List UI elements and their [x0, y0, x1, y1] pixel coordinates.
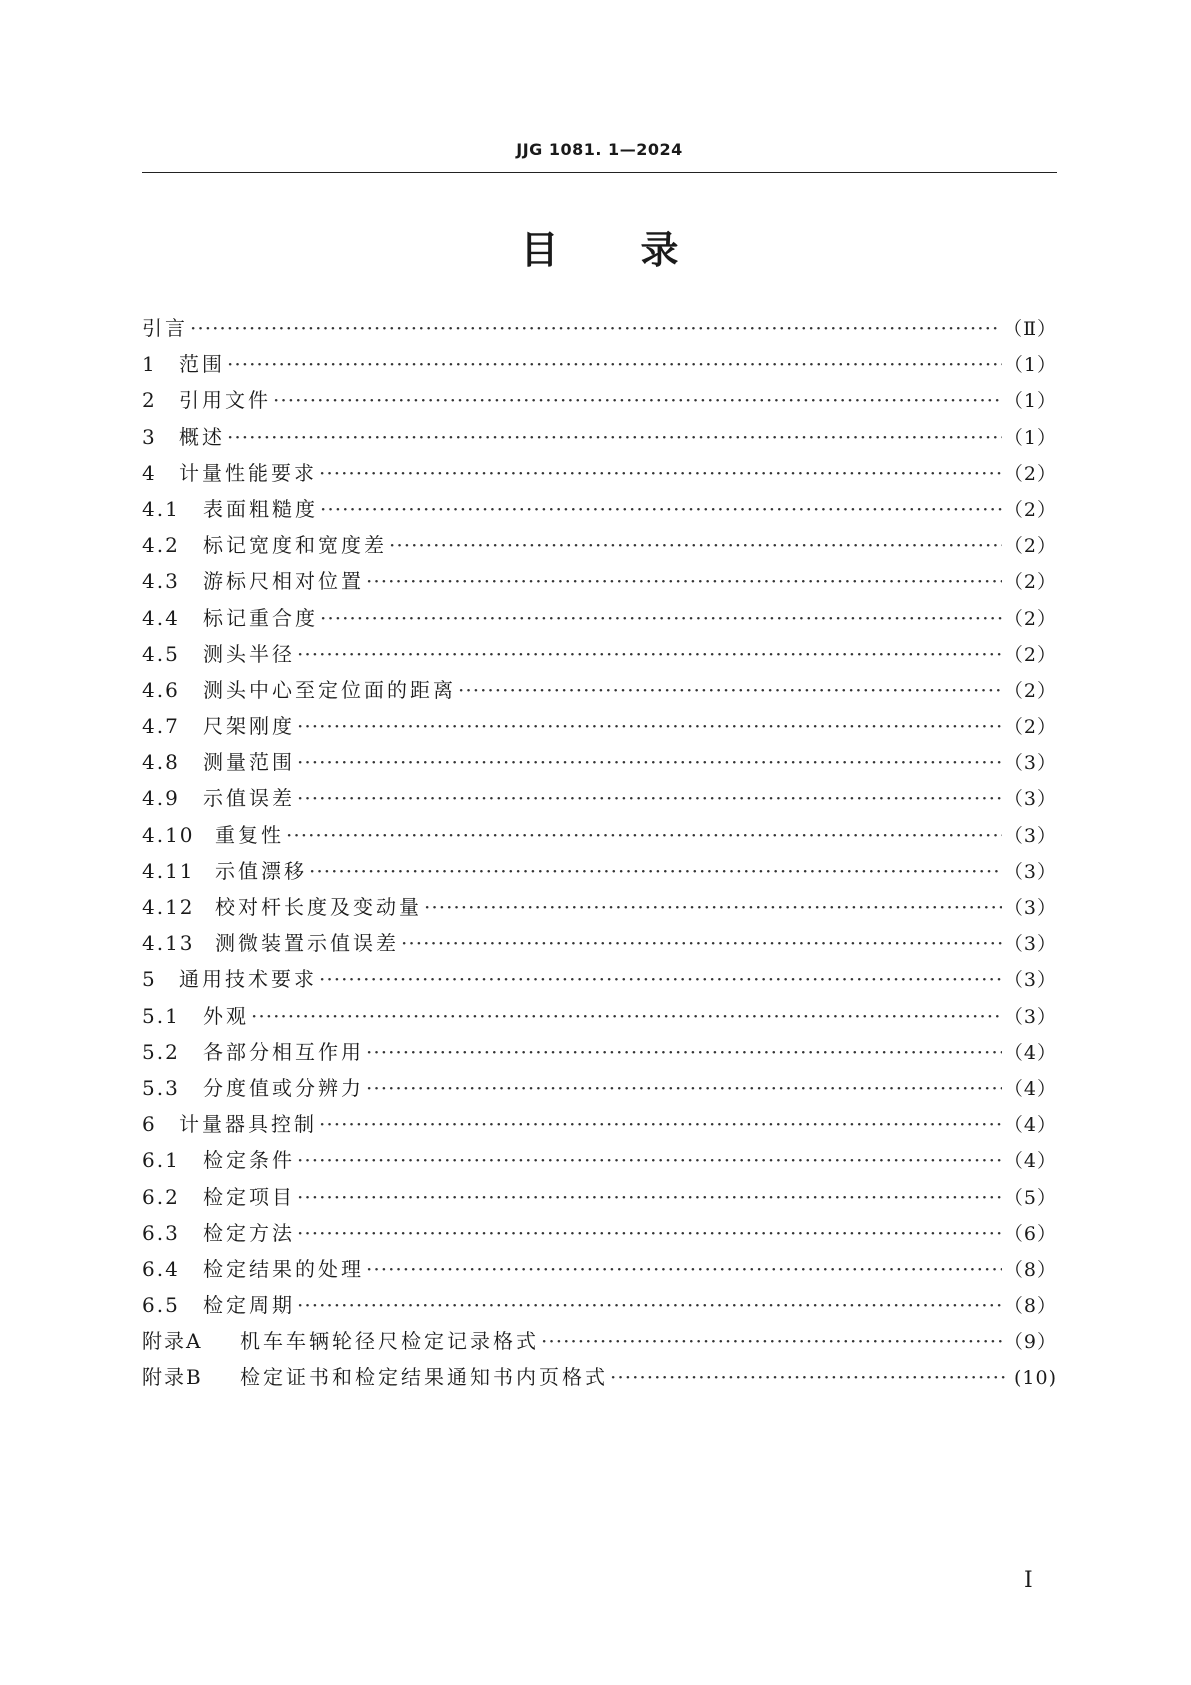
- header-rule: [142, 172, 1057, 173]
- toc-entry-6[interactable]: [142, 1108, 1057, 1144]
- page-title: [142, 226, 1057, 274]
- toc-dot-leader: [297, 714, 1002, 738]
- toc-entry-title: 引言: [142, 316, 188, 340]
- toc-entry-page: （2）: [1003, 607, 1057, 630]
- toc-entry-number: 6.2: [142, 1184, 180, 1209]
- toc-entry-6-3[interactable]: [142, 1217, 1057, 1253]
- toc-entry-page: （6）: [1003, 1222, 1057, 1245]
- toc-entry-title: 检定证书和检定结果通知书内页格式: [240, 1365, 608, 1390]
- toc-dot-leader: [309, 859, 1002, 883]
- page-title-char-2: 录: [640, 228, 679, 272]
- toc-entry-title: 测量范围: [203, 750, 295, 775]
- toc-entry-5-1[interactable]: [142, 1000, 1057, 1036]
- toc-entry-title: 表面粗糙度: [203, 496, 318, 521]
- toc-entry-number: 6: [142, 1112, 157, 1137]
- toc-entry-4-9[interactable]: [142, 782, 1057, 818]
- toc-entry-page: （8）: [1003, 1258, 1057, 1281]
- toc-entry-number: 附录B: [142, 1365, 203, 1390]
- toc-entry-6-5[interactable]: [142, 1289, 1057, 1325]
- toc-entry-title: 计量器具控制: [179, 1112, 317, 1137]
- toc-entry-5-3[interactable]: [142, 1072, 1057, 1108]
- table-of-contents: [142, 312, 1057, 1398]
- toc-entry-page: (10): [1013, 1367, 1057, 1390]
- toc-entry-title: 校对杆长度及变动量: [215, 895, 422, 919]
- toc-dot-leader: [541, 1329, 1002, 1353]
- toc-entry-3[interactable]: [142, 421, 1057, 457]
- toc-entry-number: 3: [142, 424, 157, 449]
- toc-dot-leader: [366, 1040, 1002, 1064]
- toc-dot-leader: [286, 823, 1002, 847]
- toc-entry-number: 6.3: [142, 1220, 180, 1245]
- toc-entry-page: （3）: [1003, 1005, 1057, 1028]
- standard-code: JJG 1081. 1—2024: [516, 140, 683, 159]
- toc-entry-4[interactable]: [142, 457, 1057, 493]
- toc-entry-page: （1）: [1003, 390, 1057, 413]
- toc-entry-number: 6.4: [142, 1256, 180, 1281]
- toc-entry-page: （4）: [1003, 1150, 1057, 1173]
- toc-entry-page: （8）: [1003, 1295, 1057, 1318]
- toc-entry-title: 标记宽度和宽度差: [203, 533, 387, 558]
- page-title-char-1: 目: [520, 228, 559, 272]
- toc-entry-page: （2）: [1003, 716, 1057, 739]
- toc-entry-title: 引用文件: [179, 388, 271, 413]
- toc-entry-4-5[interactable]: [142, 638, 1057, 674]
- toc-entry-title: 检定方法: [203, 1220, 295, 1245]
- toc-entry-title: 各部分相互作用: [203, 1039, 364, 1064]
- toc-dot-leader: [424, 895, 1002, 919]
- toc-entry-number: 4: [142, 460, 157, 485]
- toc-dot-leader: [273, 388, 1002, 412]
- toc-entry-title: 通用技术要求: [179, 967, 317, 992]
- toc-entry-4-3[interactable]: [142, 565, 1057, 601]
- toc-entry-title: 标记重合度: [203, 605, 318, 630]
- toc-entry-number: 4.9: [142, 786, 180, 811]
- toc-entry-number: 4.10: [142, 822, 195, 847]
- toc-entry-number: 4.1: [142, 496, 180, 521]
- toc-entry-page: （4）: [1003, 1077, 1057, 1100]
- toc-entry-page: （9）: [1003, 1331, 1057, 1354]
- toc-entry-title: 测头半径: [203, 641, 295, 666]
- toc-entry-page: （3）: [1003, 897, 1057, 919]
- toc-entry-title: 检定条件: [203, 1148, 295, 1173]
- toc-entry-number: 4.13: [142, 931, 195, 956]
- toc-entry-page: （3）: [1003, 969, 1057, 992]
- toc-entry-number: 5.2: [142, 1039, 180, 1064]
- toc-entry-title: 示值误差: [203, 786, 295, 811]
- toc-entry-5-2[interactable]: [142, 1036, 1057, 1072]
- toc-dot-leader: [297, 786, 1002, 810]
- toc-dot-leader: [297, 1293, 1002, 1317]
- toc-entry-page: （2）: [1003, 462, 1057, 485]
- toc-entry-page: （3）: [1003, 860, 1057, 883]
- toc-entry-title: 重复性: [215, 822, 284, 847]
- toc-entry-appendix-a[interactable]: [142, 1325, 1057, 1361]
- toc-entry-number: 4.2: [142, 533, 180, 558]
- toc-entry-number: 4.11: [142, 858, 195, 883]
- toc-entry-page: （4）: [1003, 1041, 1057, 1064]
- toc-entry-title: 测头中心至定位面的距离: [203, 677, 456, 702]
- toc-dot-leader: [319, 967, 1002, 991]
- toc-entry-number: 4.7: [142, 714, 180, 739]
- toc-dot-leader: [401, 931, 1002, 955]
- toc-entry-number: 4.5: [142, 641, 180, 666]
- toc-dot-leader: [366, 1076, 1002, 1100]
- toc-entry-page: （3）: [1003, 752, 1057, 775]
- toc-entry-2[interactable]: [142, 384, 1057, 420]
- toc-entry-4-1[interactable]: [142, 493, 1057, 529]
- toc-entry-page: （3）: [1003, 824, 1057, 847]
- toc-entry-number: 4.4: [142, 605, 180, 630]
- toc-entry-number: 附录A: [142, 1329, 203, 1354]
- toc-entry-4-4[interactable]: [142, 602, 1057, 638]
- toc-entry-title: 检定结果的处理: [203, 1256, 364, 1281]
- toc-dot-leader: [389, 533, 1002, 557]
- toc-dot-leader: [297, 750, 1002, 774]
- toc-entry-4-8[interactable]: [142, 746, 1057, 782]
- toc-dot-leader: [297, 1185, 1002, 1209]
- toc-entry-title: 概述: [179, 424, 225, 449]
- toc-dot-leader: [458, 678, 1002, 702]
- toc-dot-leader: [227, 425, 1002, 449]
- toc-entry-6-2[interactable]: [142, 1181, 1057, 1217]
- toc-entry-title: 范围: [179, 352, 225, 377]
- toc-entry-title: 游标尺相对位置: [203, 569, 364, 594]
- toc-entry-number: 5.3: [142, 1075, 180, 1100]
- toc-entry-page: （5）: [1003, 1186, 1057, 1209]
- toc-entry-number: 6.5: [142, 1293, 180, 1318]
- toc-entry-4-2[interactable]: [142, 529, 1057, 565]
- toc-entry-4-11[interactable]: [142, 855, 1057, 891]
- toc-entry-number: 5.1: [142, 1003, 180, 1028]
- toc-entry-number: 4.3: [142, 569, 180, 594]
- toc-entry-4-7[interactable]: [142, 710, 1057, 746]
- toc-dot-leader: [366, 1257, 1002, 1281]
- toc-entry-number: 5: [142, 967, 157, 992]
- toc-entry-title: 尺架刚度: [203, 714, 295, 739]
- toc-entry-title: 示值漂移: [215, 858, 307, 883]
- toc-entry-4-13[interactable]: [142, 927, 1057, 963]
- toc-dot-leader: [319, 1112, 1002, 1136]
- toc-entry-page: （1）: [1003, 354, 1057, 377]
- toc-entry-page: （3）: [1003, 788, 1057, 811]
- toc-entry-4-6[interactable]: [142, 674, 1057, 710]
- toc-dot-leader: [320, 497, 1002, 521]
- toc-dot-leader: [297, 1221, 1002, 1245]
- toc-entry-title: 分度值或分辨力: [203, 1075, 364, 1100]
- toc-dot-leader: [320, 606, 1002, 630]
- toc-entry-number: 4.6: [142, 677, 180, 702]
- toc-entry-4-12[interactable]: [142, 891, 1057, 927]
- toc-entry-page: （3）: [1003, 933, 1057, 956]
- toc-entry-title: 外观: [203, 1003, 249, 1028]
- toc-entry-6-1[interactable]: [142, 1144, 1057, 1180]
- toc-entry-6-4[interactable]: [142, 1253, 1057, 1289]
- toc-dot-leader: [297, 1148, 1002, 1172]
- page-number: I: [1024, 1568, 1033, 1593]
- toc-entry-title: 检定项目: [203, 1184, 295, 1209]
- toc-entry-page: （4）: [1003, 1114, 1057, 1137]
- toc-dot-leader: [297, 642, 1002, 666]
- toc-dot-leader: [319, 461, 1002, 485]
- toc-dot-leader: [610, 1365, 1007, 1389]
- toc-entry-number: 2: [142, 388, 157, 413]
- toc-entry-number: 1: [142, 352, 157, 377]
- toc-entry-page: （Ⅱ）: [1003, 318, 1057, 340]
- toc-entry-page: （2）: [1003, 571, 1057, 594]
- toc-entry-page: （2）: [1003, 535, 1057, 558]
- toc-entry-number: 6.1: [142, 1148, 180, 1173]
- toc-entry-number: 4.8: [142, 750, 180, 775]
- toc-entry-4-10[interactable]: [142, 819, 1057, 855]
- toc-entry-page: （2）: [1003, 643, 1057, 666]
- toc-dot-leader: [366, 569, 1002, 593]
- toc-entry-page: （1）: [1003, 426, 1057, 449]
- toc-entry-title: 测微装置示值误差: [215, 931, 399, 956]
- toc-entry-page: （2）: [1003, 679, 1057, 702]
- toc-entry-1[interactable]: [142, 348, 1057, 384]
- toc-entry-page: （2）: [1003, 498, 1057, 521]
- toc-entry-5[interactable]: [142, 963, 1057, 999]
- toc-entry-intro[interactable]: [142, 312, 1057, 348]
- toc-dot-leader: [227, 352, 1002, 376]
- toc-dot-leader: [190, 316, 1001, 340]
- toc-entry-title: 检定周期: [203, 1293, 295, 1318]
- toc-entry-title: 机车车辆轮径尺检定记录格式: [240, 1329, 539, 1354]
- toc-entry-title: 计量性能要求: [179, 460, 317, 485]
- toc-dot-leader: [251, 1004, 1002, 1028]
- toc-entry-number: 4.12: [142, 895, 195, 919]
- toc-entry-appendix-b[interactable]: [142, 1361, 1057, 1397]
